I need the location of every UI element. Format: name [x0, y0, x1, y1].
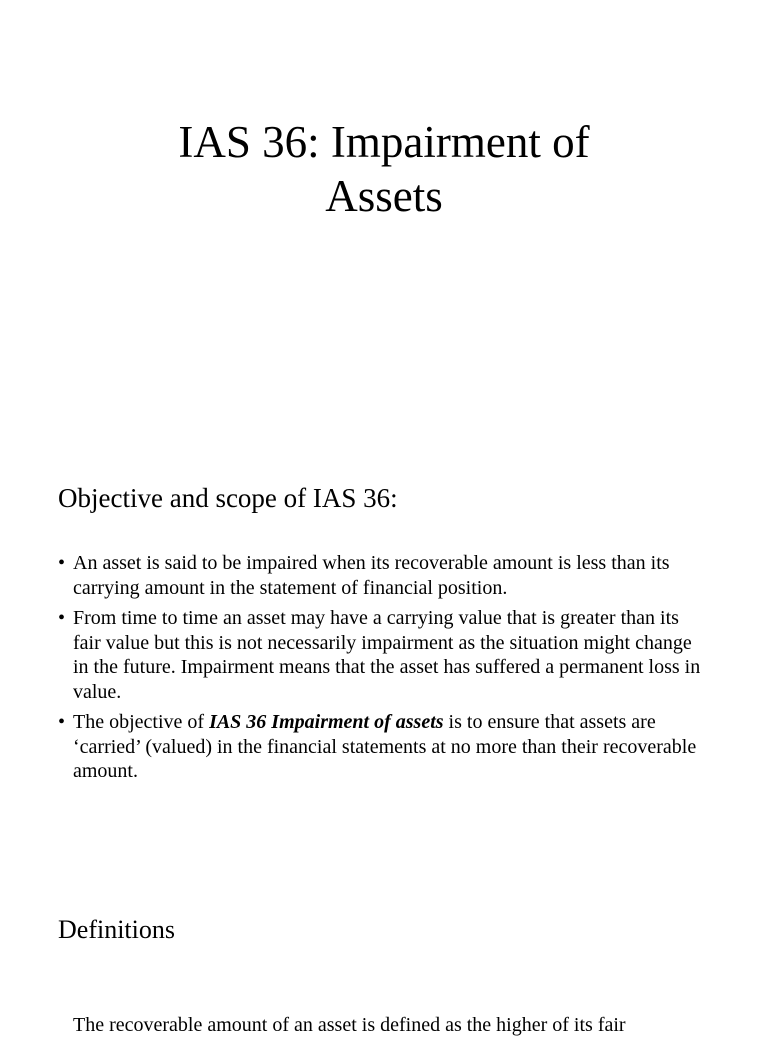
slide-title: [0, 115, 768, 223]
definitions-heading: Definitions: [58, 915, 175, 944]
objective-bullet-3: [58, 710, 708, 784]
objective-bullet-2-text: From time to time an asset may have a carrying value that is greater than its fair value but this is not necessarily impairment as the situation might change in the future. Impairment means that the asset has suffered a permanent loss in value.: [73, 607, 701, 703]
objective-bullet-1-text: An asset is said to be impaired when its recoverable amount is less than its carrying amount in the statement of financial position.: [73, 552, 670, 599]
objective-bullet-3-suffix: is to ensure that assets are ‘carried’ (valued) in the financial statements at no more than their recoverable amount.: [73, 711, 697, 782]
definitions-partial-text: The recoverable amount of an asset is defined as the higher of its fair: [73, 1014, 626, 1036]
bullet-dot-icon: •: [58, 552, 66, 574]
standard-name-emphasis: IAS 36 Impairment of assets: [209, 711, 444, 733]
slide-title-line-1: IAS 36: Impairment of: [178, 117, 590, 167]
objective-bullet-list: [58, 551, 708, 790]
objective-bullet-2: [58, 606, 708, 704]
objective-bullet-1: [58, 551, 708, 600]
objective-bullet-3-prefix: The objective of: [73, 711, 210, 733]
bullet-dot-icon: •: [58, 711, 66, 733]
slide-title-line-2: Assets: [325, 171, 443, 221]
bullet-dot-icon: •: [58, 607, 66, 629]
objective-heading: Objective and scope of IAS 36:: [58, 483, 398, 513]
